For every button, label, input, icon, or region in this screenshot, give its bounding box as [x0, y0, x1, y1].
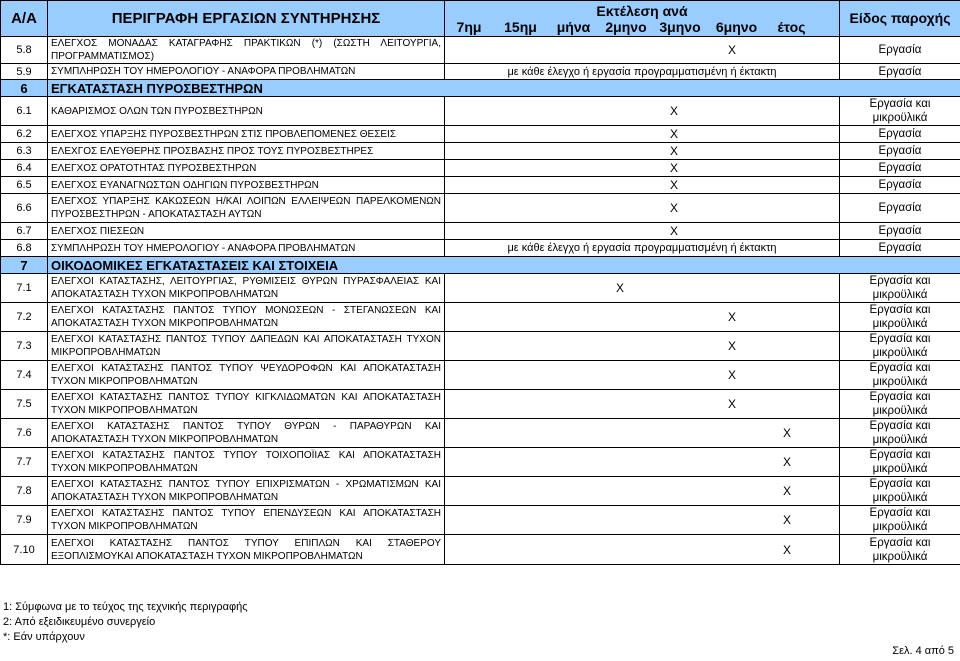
row-type: Εργασία και μικροϋλικά	[840, 274, 960, 303]
frequency-mark: X	[783, 542, 792, 557]
row-type: Εργασία	[840, 64, 960, 80]
table-row	[1, 143, 960, 160]
section-code: 6	[1, 80, 48, 97]
row-code: 7.9	[1, 506, 48, 535]
table-row	[1, 64, 960, 80]
table-row	[1, 390, 960, 419]
row-code: 7.7	[1, 448, 48, 477]
row-description: ΕΛΕΓΧΟΙ ΚΑΤΑΣΤΑΣΗΣ ΠΑΝΤΟΣ ΤΥΠΟΥ ΕΠΙΧΡΙΣΜΑΤΩΝ - ΧΡΩΜΑΤΙΣΜΩΝ ΚΑΙ ΑΠΟΚΑΤΑΣΤΑΣΗ ΤΥΧΟΝ ΜΙΚΡΟΠΡΟΒΛΗΜΑΤΩΝ	[48, 477, 445, 506]
row-frequency-cell	[445, 332, 840, 361]
header-execution	[445, 1, 840, 37]
header-aa: Α/Α	[1, 1, 48, 37]
table-row	[1, 303, 960, 332]
table-row	[1, 160, 960, 177]
row-type: Εργασία και μικροϋλικά	[840, 535, 960, 565]
row-type: Εργασία και μικροϋλικά	[840, 477, 960, 506]
row-type: Εργασία	[840, 126, 960, 143]
frequency-mark: X	[670, 161, 679, 175]
table-row	[1, 506, 960, 535]
row-type: Εργασία και μικροϋλικά	[840, 361, 960, 390]
row-type: Εργασία και μικροϋλικά	[840, 97, 960, 126]
header-frequency: 15ημ	[504, 18, 537, 35]
row-frequency-note: με κάθε έλεγχο ή εργασία προγραμματισμένη ή έκτακτη	[445, 64, 840, 80]
header-frequencies	[445, 19, 839, 35]
frequency-mark: X	[670, 224, 679, 238]
footnote: 2: Από εξειδικευμένο συνεργείο	[3, 616, 156, 628]
section-row	[1, 80, 960, 97]
frequency-mark: X	[670, 178, 679, 192]
frequency-mark: X	[728, 368, 737, 382]
row-frequency-note: με κάθε έλεγχο ή εργασία προγραμματισμένη ή έκτακτη	[445, 240, 840, 257]
row-description: ΕΛΕΓΧΟΙ ΚΑΤΑΣΤΑΣΗΣ ΠΑΝΤΟΣ ΤΥΠΟΥ ΚΙΓΚΛΙΔΩΜΑΤΩΝ ΚΑΙ ΑΠΟΚΑΤΑΣΤΑΣΗ ΤΥΧΟΝ ΜΙΚΡΟΠΡΟΒΛΗΜΑΤΩΝ	[48, 390, 445, 419]
row-code: 6.3	[1, 143, 48, 160]
table-row	[1, 332, 960, 361]
section-code: 7	[1, 257, 48, 274]
row-code: 6.1	[1, 97, 48, 126]
footnote: 1: Σύμφωνα με το τεύχος της τεχνικής περιγραφής	[3, 601, 248, 613]
table-body	[1, 37, 960, 565]
footnote: *: Εάν υπάρχουν	[3, 631, 85, 643]
header-frequency: 2μηνο	[605, 18, 647, 35]
frequency-mark: X	[728, 397, 737, 411]
row-code: 7.1	[1, 274, 48, 303]
row-description: ΕΛΕΓΧΟΙ ΚΑΤΑΣΤΑΣΗΣ ΠΑΝΤΟΣ ΤΥΠΟΥ ΕΠΙΠΛΩΝ ΚΑΙ ΣΤΑΘΕΡΟΥ ΕΞΟΠΛΙΣΜΟΥΚΑΙ ΑΠΟΚΑΤΑΣΤΑΣΗ ΤΥΧΟΝ ΜΙΚΡΟΠΡΟΒΛΗΜΑΤΩΝ	[48, 535, 445, 565]
section-title: ΟΙΚΟΔΟΜΙΚΕΣ ΕΓΚΑΤΑΣΤΑΣΕΙΣ ΚΑΙ ΣΤΟΙΧΕΙΑ	[48, 257, 960, 274]
row-code: 6.6	[1, 194, 48, 223]
row-code: 7.10	[1, 535, 48, 565]
frequency-mark: X	[670, 127, 679, 141]
table-row	[1, 97, 960, 126]
row-type: Εργασία	[840, 194, 960, 223]
table-row	[1, 361, 960, 390]
row-frequency-cell	[445, 37, 840, 64]
row-code: 5.8	[1, 37, 48, 64]
section-row	[1, 257, 960, 274]
row-type: Εργασία και μικροϋλικά	[840, 332, 960, 361]
row-description: ΣΥΜΠΛΗΡΩΣΗ ΤΟΥ ΗΜΕΡΟΛΟΓΙΟΥ - ΑΝΑΦΟΡΑ ΠΡΟΒΛΗΜΑΤΩΝ	[48, 64, 445, 80]
row-code: 7.6	[1, 419, 48, 448]
row-frequency-cell	[445, 390, 840, 419]
frequency-mark: X	[783, 484, 792, 498]
row-code: 6.5	[1, 177, 48, 194]
row-code: 7.8	[1, 477, 48, 506]
table-header-row	[1, 1, 960, 37]
row-code: 7.3	[1, 332, 48, 361]
row-code: 7.5	[1, 390, 48, 419]
frequency-mark: X	[728, 310, 737, 324]
footnotes	[3, 600, 248, 645]
row-type: Εργασία	[840, 240, 960, 257]
row-type: Εργασία και μικροϋλικά	[840, 303, 960, 332]
table-row	[1, 274, 960, 303]
header-frequency: 6μηνο	[715, 18, 758, 35]
table-row	[1, 37, 960, 64]
frequency-mark: X	[728, 43, 737, 57]
header-description: ΠΕΡΙΓΡΑΦΗ ΕΡΓΑΣΙΩΝ ΣΥΝΤΗΡΗΣΗΣ	[48, 1, 445, 37]
section-title: ΕΓΚΑΤΑΣΤΑΣΗ ΠΥΡΟΣΒΕΣΤΗΡΩΝ	[48, 80, 960, 97]
header-type: Είδος παροχής	[840, 1, 960, 37]
row-frequency-cell	[445, 361, 840, 390]
row-frequency-cell	[445, 126, 840, 143]
frequency-mark: X	[728, 339, 737, 353]
row-description: ΕΛΕΓΧΟΙ ΚΑΤΑΣΤΑΣΗΣ ΠΑΝΤΟΣ ΤΥΠΟΥ ΜΟΝΩΣΕΩΝ - ΣΤΕΓΑΝΩΣΕΩΝ ΚΑΙ ΑΠΟΚΑΤΑΣΤΑΣΗ ΤΥΧΟΝ ΜΙΚΡΟΠΡΟΒΛΗΜΑΤΩΝ	[48, 303, 445, 332]
frequency-mark: X	[783, 513, 792, 527]
row-frequency-cell	[445, 143, 840, 160]
row-description: ΕΛΕΓΧΟΣ ΠΙΕΣΕΩΝ	[48, 223, 445, 240]
row-description: ΕΛΕΓΧΟΙ ΚΑΤΑΣΤΑΣΗΣ ΠΑΝΤΟΣ ΤΥΠΟΥ ΘΥΡΩΝ - ΠΑΡΑΘΥΡΩΝ ΚΑΙ ΑΠΟΚΑΤΑΣΤΑΣΗ ΤΥΧΟΝ ΜΙΚΡΟΠΡΟΒΛΗΜΑΤΩΝ	[48, 419, 445, 448]
row-description: ΕΛΕΓΧΟΣ ΜΟΝΑΔΑΣ ΚΑΤΑΓΡΑΦΗΣ ΠΡΑΚΤΙΚΩΝ (*) (ΣΩΣΤΗ ΛΕΙΤΟΥΡΓΙΑ, ΠΡΟΓΡΑΜΜΑΤΙΣΜΟΣ)	[48, 37, 445, 64]
row-code: 6.8	[1, 240, 48, 257]
row-frequency-cell	[445, 448, 840, 477]
table-row	[1, 535, 960, 565]
row-type: Εργασία	[840, 143, 960, 160]
header-frequency: μήνα	[556, 18, 591, 35]
table-row	[1, 194, 960, 223]
row-code: 7.4	[1, 361, 48, 390]
row-description: ΕΛΕΓΧΟΣ ΥΠΑΡΞΗΣ ΚΑΚΩΣΕΩΝ Η/ΚΑΙ ΛΟΙΠΩΝ ΕΛΛΕΙΨΕΩΝ ΠΑΡΕΛΚΟΜΕΝΩΝ ΠΥΡΟΣΒΕΣΤΗΡΩΝ - ΑΠΟΚΑΤΑΣΤΑΣΗ ΑΥΤΩΝ	[48, 194, 445, 223]
row-code: 5.9	[1, 64, 48, 80]
row-frequency-cell	[445, 274, 840, 303]
header-execution-title: Εκτέλεση ανά	[596, 2, 688, 19]
row-description: ΕΛΕΓΧΟΣ ΥΠΑΡΞΗΣ ΠΥΡΟΣΒΕΣΤΗΡΩΝ ΣΤΙΣ ΠΡΟΒΛΕΠΟΜΕΝΕΣ ΘΕΣΕΙΣ	[48, 126, 445, 143]
page-number: Σελ. 4 από 5	[892, 645, 954, 657]
header-frequency: 3μηνο	[659, 18, 701, 35]
header-frequency: 7ημ	[456, 18, 482, 35]
frequency-mark: X	[670, 144, 679, 158]
table-row	[1, 177, 960, 194]
row-code: 7.2	[1, 303, 48, 332]
header-frequency: έτος	[777, 18, 806, 35]
row-type: Εργασία και μικροϋλικά	[840, 419, 960, 448]
table-row	[1, 240, 960, 257]
row-code: 6.4	[1, 160, 48, 177]
row-description: ΕΛΕΓΧΟΙ ΚΑΤΑΣΤΑΣΗΣ ΠΑΝΤΟΣ ΤΥΠΟΥ ΔΑΠΕΔΩΝ ΚΑΙ ΑΠΟΚΑΤΑΣΤΑΣΗ ΤΥΧΟΝ ΜΙΚΡΟΠΡΟΒΛΗΜΑΤΩΝ	[48, 332, 445, 361]
row-frequency-cell	[445, 97, 840, 126]
row-code: 6.7	[1, 223, 48, 240]
row-description: ΕΛΕΓΧΟΣ ΕΥΑΝΑΓΝΩΣΤΩΝ ΟΔΗΓΙΩΝ ΠΥΡΟΣΒΕΣΤΗΡΩΝ	[48, 177, 445, 194]
row-code: 6.2	[1, 126, 48, 143]
row-type: Εργασία	[840, 223, 960, 240]
table-row	[1, 477, 960, 506]
table-row	[1, 419, 960, 448]
row-type: Εργασία και μικροϋλικά	[840, 448, 960, 477]
frequency-mark: X	[670, 104, 679, 118]
row-type: Εργασία	[840, 160, 960, 177]
row-frequency-cell	[445, 223, 840, 240]
frequency-mark: X	[616, 281, 625, 295]
row-frequency-cell	[445, 177, 840, 194]
row-description: ΕΛΕΧΓΟΣ ΕΛΕΥΘΕΡΗΣ ΠΡΟΣΒΑΣΗΣ ΠΡΟΣ ΤΟΥΣ ΠΥΡΟΣΒΕΣΤΗΡΕΣ	[48, 143, 445, 160]
row-description: ΣΥΜΠΛΗΡΩΣΗ ΤΟΥ ΗΜΕΡΟΛΟΓΙΟΥ - ΑΝΑΦΟΡΑ ΠΡΟΒΛΗΜΑΤΩΝ	[48, 240, 445, 257]
table-row	[1, 448, 960, 477]
row-description: ΕΛΕΓΧΟΙ ΚΑΤΑΣΤΑΣΗΣ, ΛΕΙΤΟΥΡΓΙΑΣ, ΡΥΘΜΙΣΕΙΣ ΘΥΡΩΝ ΠΥΡΑΣΦΑΛΕΙΑΣ ΚΑΙ ΑΠΟΚΑΤΑΣΤΑΣΗ ΤΥΧΟΝ ΜΙΚΡΟΠΡΟΒΛΗΜΑΤΩΝ	[48, 274, 445, 303]
row-description: ΕΛΕΓΧΟΙ ΚΑΤΑΣΤΑΣΗΣ ΠΑΝΤΟΣ ΤΥΠΟΥ ΤΟΙΧΟΠΟΪΙΑΣ ΚΑΙ ΑΠΟΚΑΤΑΣΤΑΣΗ ΤΥΧΟΝ ΜΙΚΡΟΠΡΟΒΛΗΜΑΤΩΝ	[48, 448, 445, 477]
frequency-mark: X	[670, 201, 679, 215]
row-description: ΕΛΕΓΧΟΣ ΟΡΑΤΟΤΗΤΑΣ ΠΥΡΟΣΒΕΣΤΗΡΩΝ	[48, 160, 445, 177]
row-frequency-cell	[445, 535, 840, 565]
row-description: ΕΛΕΓΧΟΙ ΚΑΤΑΣΤΑΣΗΣ ΠΑΝΤΟΣ ΤΥΠΟΥ ΕΠΕΝΔΥΣΕΩΝ ΚΑΙ ΑΠΟΚΑΤΑΣΤΑΣΗ ΤΥΧΟΝ ΜΙΚΡΟΠΡΟΒΛΗΜΑΤΩΝ	[48, 506, 445, 535]
row-type: Εργασία και μικροϋλικά	[840, 506, 960, 535]
row-frequency-cell	[445, 419, 840, 448]
frequency-mark: X	[783, 455, 792, 469]
row-type: Εργασία	[840, 177, 960, 194]
table-row	[1, 126, 960, 143]
row-frequency-cell	[445, 160, 840, 177]
row-description: ΚΑΘΑΡΙΣΜΟΣ ΟΛΩΝ ΤΩΝ ΠΥΡΟΣΒΕΣΤΗΡΩΝ	[48, 97, 445, 126]
frequency-mark: X	[783, 426, 792, 440]
row-frequency-cell	[445, 506, 840, 535]
row-description: ΕΛΕΓΧΟΙ ΚΑΤΑΣΤΑΣΗΣ ΠΑΝΤΟΣ ΤΥΠΟΥ ΨΕΥΔΟΡΟΦΩΝ ΚΑΙ ΑΠΟΚΑΤΑΣΤΑΣΗ ΤΥΧΟΝ ΜΙΚΡΟΠΡΟΒΛΗΜΑΤΩΝ	[48, 361, 445, 390]
row-type: Εργασία και μικροϋλικά	[840, 390, 960, 419]
row-frequency-cell	[445, 477, 840, 506]
table-row	[1, 223, 960, 240]
row-type: Εργασία	[840, 37, 960, 64]
row-frequency-cell	[445, 194, 840, 223]
row-frequency-cell	[445, 303, 840, 332]
